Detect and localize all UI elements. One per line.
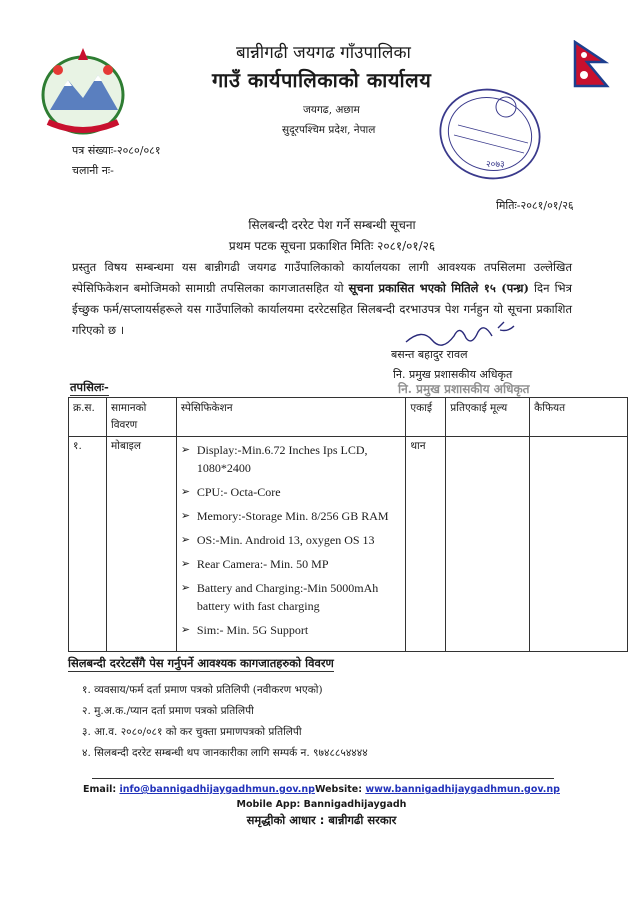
spec-item: ➢ Sim:- Min. 5G Support bbox=[181, 621, 401, 639]
footer-contact bbox=[0, 784, 643, 795]
signatory-stamp: नि. प्रमुख प्रशासकीय अधिकृत bbox=[398, 382, 530, 396]
nepal-flag-icon bbox=[573, 40, 611, 88]
cell-unit-price bbox=[446, 437, 530, 652]
municipality-emblem-icon bbox=[28, 40, 138, 140]
email-label: Email: bbox=[83, 784, 120, 795]
address-line-2: सुदूरपश्चिम प्रदेश, नेपाल bbox=[282, 124, 376, 136]
list-item: २. मु.अ.क./प्यान दर्ता प्रमाण पत्रको प्रतिलिपी bbox=[82, 705, 254, 717]
office-stamp bbox=[436, 85, 544, 183]
list-item: ४. सिलबन्दी दररेट सम्बन्धी थप जानकारीका लागि सम्पर्क न. ९७४८८५४४४४ bbox=[82, 747, 368, 759]
first-published-date: प्रथम पटक सूचना प्रकाशित मितिः २०८१/०१/२६ bbox=[228, 239, 436, 253]
cell-unit: थान bbox=[406, 437, 446, 652]
header-unit: एकाई bbox=[406, 398, 446, 437]
stamp-year: २०७३ bbox=[486, 160, 505, 170]
notice-body-bold: सूचना प्रकासित भएको मितिले १५ (पन्ध्र) bbox=[348, 281, 529, 295]
slogan: समृद्धीको आधार : बान्नीगढी सरकार bbox=[246, 813, 397, 827]
signatory-name: बसन्त बहादुर रावल bbox=[391, 348, 468, 361]
documents-list bbox=[82, 680, 368, 764]
notice-title: सिलबन्दी दररेट पेश गर्ने सम्बन्धी सूचना bbox=[248, 218, 416, 232]
list-item: ३. आ.व. २०८०/०८१ को कर चुक्ता प्रमाणपत्रको प्रतिलिपी bbox=[82, 726, 302, 738]
table-header-row bbox=[69, 398, 628, 437]
email-link[interactable]: info@bannigadhijaygadhmun.gov.np bbox=[119, 784, 315, 795]
table-caption: तपसिलः- bbox=[70, 380, 109, 394]
header-unit-price: प्रतिएकाई मूल्य bbox=[446, 398, 530, 437]
org-name: बान्नीगढी जयगढ गाँउपालिका bbox=[236, 43, 411, 63]
mobile-app: Mobile App: Bannigadhijaygadh bbox=[236, 799, 407, 810]
office-name: गाउँ कार्यपालिकाको कार्यालय bbox=[212, 68, 432, 92]
letter-number: पत्र संख्याः-२०८०/०८१ bbox=[72, 144, 161, 157]
spec-item: ➢ CPU:- Octa-Core bbox=[181, 483, 401, 501]
signatory-title: नि. प्रमुख प्रशासकीय अधिकृत bbox=[393, 368, 513, 381]
cell-item: मोबाइल bbox=[106, 437, 176, 652]
footer-divider bbox=[92, 778, 554, 779]
documents-heading: सिलबन्दी दररेटसँगै पेस गर्नुपर्ने आवश्यक कागजातहरुको विवरण bbox=[68, 656, 334, 670]
specification-table bbox=[68, 397, 628, 652]
spec-item: ➢ Rear Camera:- Min. 50 MP bbox=[181, 555, 401, 573]
dispatch-number: चलानी नः- bbox=[72, 164, 114, 177]
website-label: Website: bbox=[314, 784, 366, 795]
signature-scribble bbox=[402, 318, 522, 350]
letter-date: मितिः-२०८१/०१/२६ bbox=[496, 199, 574, 212]
spec-item: ➢ OS:-Min. Android 13, oxygen OS 13 bbox=[181, 531, 401, 549]
cell-spec bbox=[176, 437, 405, 652]
website-link[interactable]: www.bannigadhijaygadhmun.gov.np bbox=[365, 784, 560, 795]
address-line-1: जयगढ, अछाम bbox=[303, 104, 360, 116]
header-remarks: कैफियत bbox=[530, 398, 628, 437]
spec-item: ➢ Memory:-Storage Min. 8/256 GB RAM bbox=[181, 507, 401, 525]
cell-remarks bbox=[530, 437, 628, 652]
header-spec: स्पेसिफिकेशन bbox=[176, 398, 405, 437]
header-sn: क्र.स. bbox=[69, 398, 107, 437]
list-item: १. व्यवसाय/फर्म दर्ता प्रमाण पत्रको प्रतिलिपी (नवीकरण भएको) bbox=[82, 684, 323, 696]
spec-list bbox=[181, 441, 401, 639]
table-row bbox=[69, 437, 628, 652]
spec-item: ➢ Display:-Min.6.72 Inches Ips LCD, 1080*2400 bbox=[181, 441, 401, 477]
notice-body-part-1: प्रस्तुत विषय सम्बन्धमा यस बान्नीगढी जयगढ गाउँपालिकाको कार्यालयका लागी आवश्यक तपसिलमा उल्लेखित स्पेसिफिकेशन बमोजिमको सामाग्री तपसिलका कागजातसहित यो bbox=[72, 260, 572, 295]
spec-item: ➢ Battery and Charging:-Min 5000mAh battery with fast charging bbox=[181, 579, 401, 615]
notice-body-part-2: दिन भित्र ईच्छुक फर्म/सप्लायर्सहरूले यस गाउँपालिको कार्यालयमा दररेटसहित सिलबन्दी दरभाउपत्र पेश गर्नहुन यो सूचना प्रकाशित गरिएको छ । bbox=[72, 281, 572, 337]
cell-sn: १. bbox=[69, 437, 107, 652]
header-item: सामानको विवरण bbox=[106, 398, 176, 437]
